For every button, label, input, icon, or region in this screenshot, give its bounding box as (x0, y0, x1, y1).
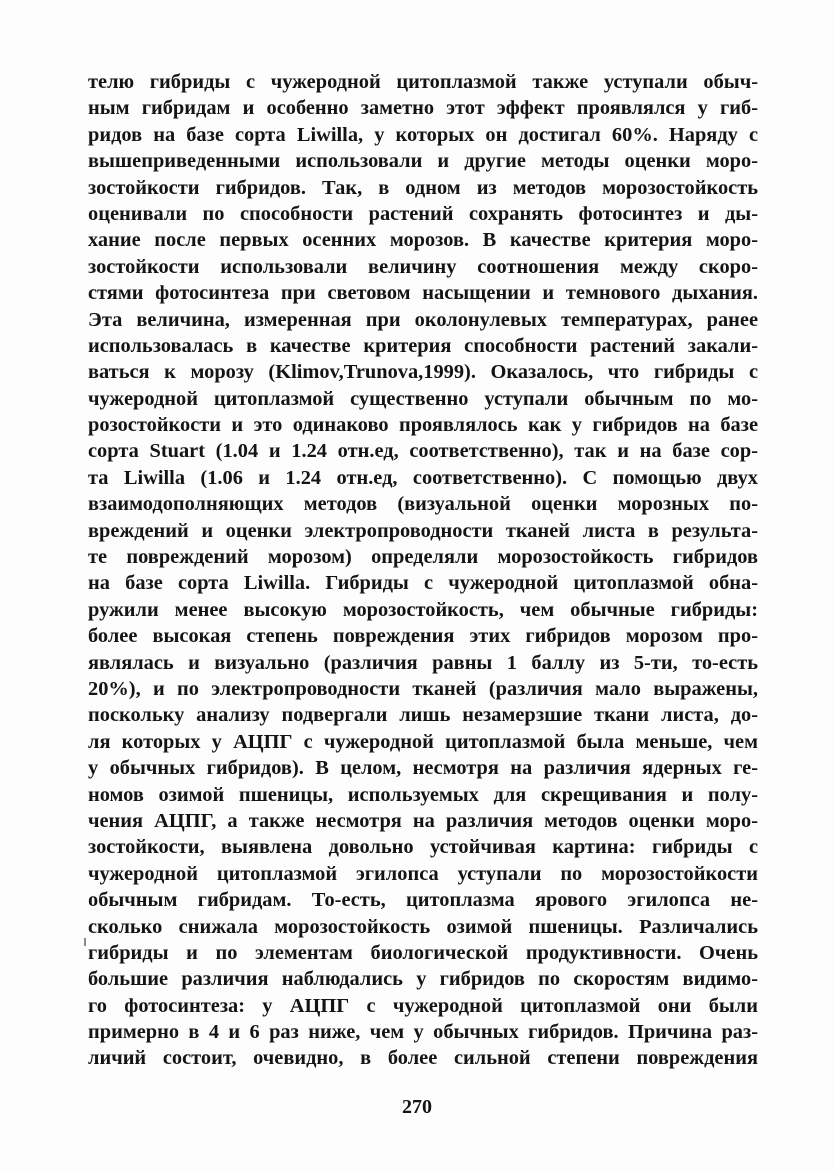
text-line-1: телю гибриды с чужеродной цитоплазмой также уступали обыч- (88, 71, 758, 93)
text-line-18: вреждений и оценки электропроводности тканей листа в результа- (88, 519, 758, 542)
text-line-13: чужеродной цитоплазмой существенно уступали обычным по мо- (88, 387, 758, 410)
text-line-37: примерно в 4 и 6 раз ниже, чем у обычных гибридов. Причина раз- (88, 1021, 758, 1044)
text-line-35: большие различия наблюдались у гибридов по скоростям видимо- (88, 968, 758, 991)
text-line-12: ваться к морозу (Klimov,Trunova,1999). Оказалось, что гибриды с (88, 361, 758, 384)
text-line-32: обычным гибридам. То-есть, цитоплазма ярового эгилопса не- (88, 889, 758, 912)
scan-artifact (84, 938, 86, 946)
text-line-26: ля которых у АЦПГ с чужеродной цитоплазмой была меньше, чем (88, 730, 758, 753)
text-line-29: чения АЦПГ, а также несмотря на различия методов оценки моро- (88, 809, 758, 832)
text-line-20: на базе сорта Liwilla. Гибриды с чужеродной цитоплазмой обна- (88, 572, 758, 595)
body-text (88, 69, 758, 1072)
text-line-17: взаимодополняющих методов (визуальной оценки морозных по- (88, 493, 758, 516)
text-line-5: зостойкости гибридов. Так, в одном из методов морозостойкость (88, 176, 758, 199)
text-line-22: более высокая степень повреждения этих гибридов морозом про- (88, 625, 758, 648)
text-line-33: сколько снижала морозостойкость озимой пшеницы. Различались (88, 915, 758, 938)
text-line-28: номов озимой пшеницы, используемых для скрещивания и полу- (88, 783, 758, 806)
text-line-27: у обычных гибридов). В целом, несмотря на различия ядерных ге- (88, 757, 758, 780)
text-line-4: вышеприведенными использовали и другие методы оценки моро- (88, 150, 758, 173)
text-line-24: 20%), и по электропроводности тканей (различия мало выражены, (88, 677, 758, 700)
text-line-31: чужеродной цитоплазмой эгилопса уступали по морозостойкости (88, 862, 758, 885)
text-line-6: оценивали по способности растений сохранять фотосинтез и ды- (88, 202, 758, 225)
page-number: 270 (402, 1096, 432, 1118)
text-line-2: ным гибридам и особенно заметно этот эффект проявлялся у гиб- (88, 97, 758, 120)
text-line-3: ридов на базе сорта Liwilla, у которых он достигал 60%. Наряду с (88, 123, 758, 146)
text-line-16: та Liwilla (1.06 и 1.24 отн.ед, соответственно). С помощью двух (88, 466, 758, 489)
text-line-19: те повреждений морозом) определяли морозостойкость гибридов (88, 546, 758, 569)
text-line-14: розостойкости и это одинаково проявлялось как у гибридов на базе (88, 414, 758, 437)
text-line-8: зостойкости использовали величину соотношения между скоро- (88, 255, 758, 278)
text-line-11: использовалась в качестве критерия способности растений закали- (88, 334, 758, 357)
text-line-34: гибриды и по элементам биологической продуктивности. Очень (88, 941, 758, 964)
text-line-7: хание после первых осенних морозов. В качестве критерия моро- (88, 229, 758, 252)
text-line-9: стями фотосинтеза при световом насыщении и темнового дыхания. (88, 282, 758, 305)
text-line-36: го фотосинтеза: у АЦПГ с чужеродной цитоплазмой они были (88, 994, 758, 1017)
text-line-30: зостойкости, выявлена довольно устойчивая картина: гибриды с (88, 836, 758, 859)
text-line-25: поскольку анализу подвергали лишь незамерзшие ткани листа, до- (88, 704, 758, 727)
text-line-21: ружили менее высокую морозостойкость, чем обычные гибриды: (88, 598, 758, 621)
text-line-23: являлась и визуально (различия равны 1 баллу из 5-ти, то-есть (88, 651, 758, 674)
text-line-10: Эта величина, измеренная при околонулевых температурах, ранее (88, 308, 758, 331)
text-line-15: сорта Stuart (1.04 и 1.24 отн.ед, соответственно), так и на базе сор- (88, 440, 758, 463)
text-line-38: личий состоит, очевидно, в более сильной степени повреждения (88, 1047, 758, 1070)
